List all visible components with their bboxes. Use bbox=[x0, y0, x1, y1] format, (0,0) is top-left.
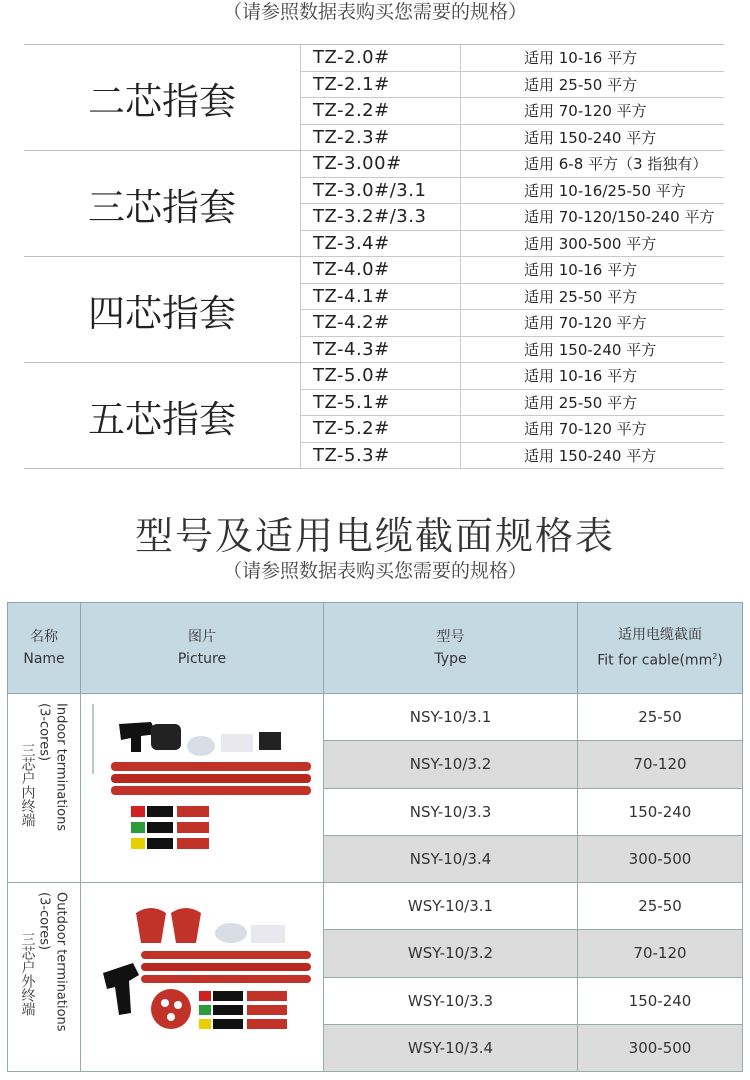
header-row bbox=[8, 603, 743, 694]
picture-outdoor bbox=[81, 883, 324, 1072]
name-cell-outdoor bbox=[8, 883, 81, 1072]
table-row bbox=[24, 151, 724, 178]
header-picture-en: Picture bbox=[177, 651, 227, 667]
fit-cell: 适用 70-120/150-240 平方 bbox=[461, 204, 725, 231]
name-cn-outdoor: 三芯户外终端 bbox=[19, 932, 36, 1016]
header-fit-sup: 2 bbox=[712, 652, 718, 662]
finger-sleeve-table bbox=[24, 44, 724, 469]
spec-table bbox=[7, 602, 743, 1072]
model-cell: TZ-5.0# bbox=[301, 363, 461, 390]
name-en2-outdoor: (3-cores) bbox=[36, 892, 52, 951]
fit-cell: 适用 70-120 平方 bbox=[461, 416, 725, 443]
name-en-indoor: Indoor terminations bbox=[53, 703, 69, 832]
fit-cell: 适用 10-16 平方 bbox=[461, 257, 725, 284]
model-cell: TZ-2.3# bbox=[301, 124, 461, 151]
fit-cell: 适用 150-240 平方 bbox=[461, 336, 725, 363]
cable-cell: 150-240 bbox=[578, 977, 743, 1024]
group-label: 四芯指套 bbox=[24, 257, 301, 363]
header-name-cn: 名称 bbox=[30, 629, 58, 645]
top-note: （请参照数据表购买您需要的规格） bbox=[222, 1, 527, 23]
fit-cell: 适用 70-120 平方 bbox=[461, 310, 725, 337]
outdoor-kit-image bbox=[81, 883, 323, 1067]
type-cell: NSY-10/3.1 bbox=[324, 694, 578, 741]
header-fit-close: ) bbox=[717, 652, 723, 669]
header-name bbox=[8, 603, 81, 694]
table-row bbox=[8, 694, 743, 741]
name-en-outdoor: Outdoor terminations bbox=[53, 892, 69, 1032]
model-cell: TZ-5.3# bbox=[301, 442, 461, 469]
type-cell: NSY-10/3.4 bbox=[324, 835, 578, 882]
header-fit-en-text: Fit for cable(mm bbox=[597, 652, 713, 669]
header-picture-cn: 图片 bbox=[188, 629, 216, 645]
model-cell: TZ-5.1# bbox=[301, 389, 461, 416]
name-en2-indoor: (3-cores) bbox=[36, 703, 52, 762]
model-cell: TZ-2.0# bbox=[301, 45, 461, 72]
table-row bbox=[24, 363, 724, 390]
table-row bbox=[8, 883, 743, 930]
header-name-en: Name bbox=[23, 651, 65, 667]
cable-cell: 300-500 bbox=[578, 835, 743, 882]
cable-cell: 25-50 bbox=[578, 883, 743, 930]
header-fit bbox=[578, 603, 743, 694]
cable-cell: 300-500 bbox=[578, 1024, 743, 1071]
indoor-kit-image bbox=[81, 694, 323, 878]
cable-cell: 70-120 bbox=[578, 741, 743, 788]
type-cell: WSY-10/3.1 bbox=[324, 883, 578, 930]
header-fit-en bbox=[579, 646, 741, 672]
fit-cell: 适用 25-50 平方 bbox=[461, 71, 725, 98]
fit-cell: 适用 10-16/25-50 平方 bbox=[461, 177, 725, 204]
type-cell: NSY-10/3.3 bbox=[324, 788, 578, 835]
header-fit-cn: 适用电缆截面 bbox=[618, 627, 702, 644]
header-type-en: Type bbox=[434, 651, 467, 667]
model-cell: TZ-3.0#/3.1 bbox=[301, 177, 461, 204]
fit-cell: 适用 10-16 平方 bbox=[461, 45, 725, 72]
table-row bbox=[24, 45, 724, 72]
fit-cell: 适用 25-50 平方 bbox=[461, 283, 725, 310]
model-cell: TZ-4.0# bbox=[301, 257, 461, 284]
group-label: 五芯指套 bbox=[24, 363, 301, 469]
header-type-cn: 型号 bbox=[436, 629, 465, 645]
fit-cell: 适用 6-8 平方（3 指独有） bbox=[461, 151, 725, 178]
model-cell: TZ-5.2# bbox=[301, 416, 461, 443]
type-cell: NSY-10/3.2 bbox=[324, 741, 578, 788]
model-cell: TZ-4.1# bbox=[301, 283, 461, 310]
cable-cell: 150-240 bbox=[578, 788, 743, 835]
name-cn-indoor: 三芯户内终端 bbox=[19, 743, 36, 827]
header-picture bbox=[81, 603, 324, 694]
model-cell: TZ-3.2#/3.3 bbox=[301, 204, 461, 231]
fit-cell: 适用 25-50 平方 bbox=[461, 389, 725, 416]
model-cell: TZ-2.2# bbox=[301, 98, 461, 125]
section-title: 型号及适用电缆截面规格表 bbox=[134, 514, 615, 558]
model-cell: TZ-4.2# bbox=[301, 310, 461, 337]
fit-cell: 适用 150-240 平方 bbox=[461, 442, 725, 469]
fit-cell: 适用 300-500 平方 bbox=[461, 230, 725, 257]
group-label: 三芯指套 bbox=[24, 151, 301, 257]
type-cell: WSY-10/3.4 bbox=[324, 1024, 578, 1071]
group-label: 二芯指套 bbox=[24, 45, 301, 151]
picture-indoor bbox=[81, 694, 324, 883]
type-cell: WSY-10/3.2 bbox=[324, 930, 578, 977]
section-note: （请参照数据表购买您需要的规格） bbox=[222, 560, 527, 582]
name-cell-indoor bbox=[8, 694, 81, 883]
model-cell: TZ-3.00# bbox=[301, 151, 461, 178]
fit-cell: 适用 10-16 平方 bbox=[461, 363, 725, 390]
fit-cell: 适用 70-120 平方 bbox=[461, 98, 725, 125]
fit-cell: 适用 150-240 平方 bbox=[461, 124, 725, 151]
type-cell: WSY-10/3.3 bbox=[324, 977, 578, 1024]
model-cell: TZ-4.3# bbox=[301, 336, 461, 363]
model-cell: TZ-2.1# bbox=[301, 71, 461, 98]
table-row bbox=[24, 257, 724, 284]
cable-cell: 70-120 bbox=[578, 930, 743, 977]
model-cell: TZ-3.4# bbox=[301, 230, 461, 257]
cable-cell: 25-50 bbox=[578, 694, 743, 741]
header-type bbox=[324, 603, 578, 694]
